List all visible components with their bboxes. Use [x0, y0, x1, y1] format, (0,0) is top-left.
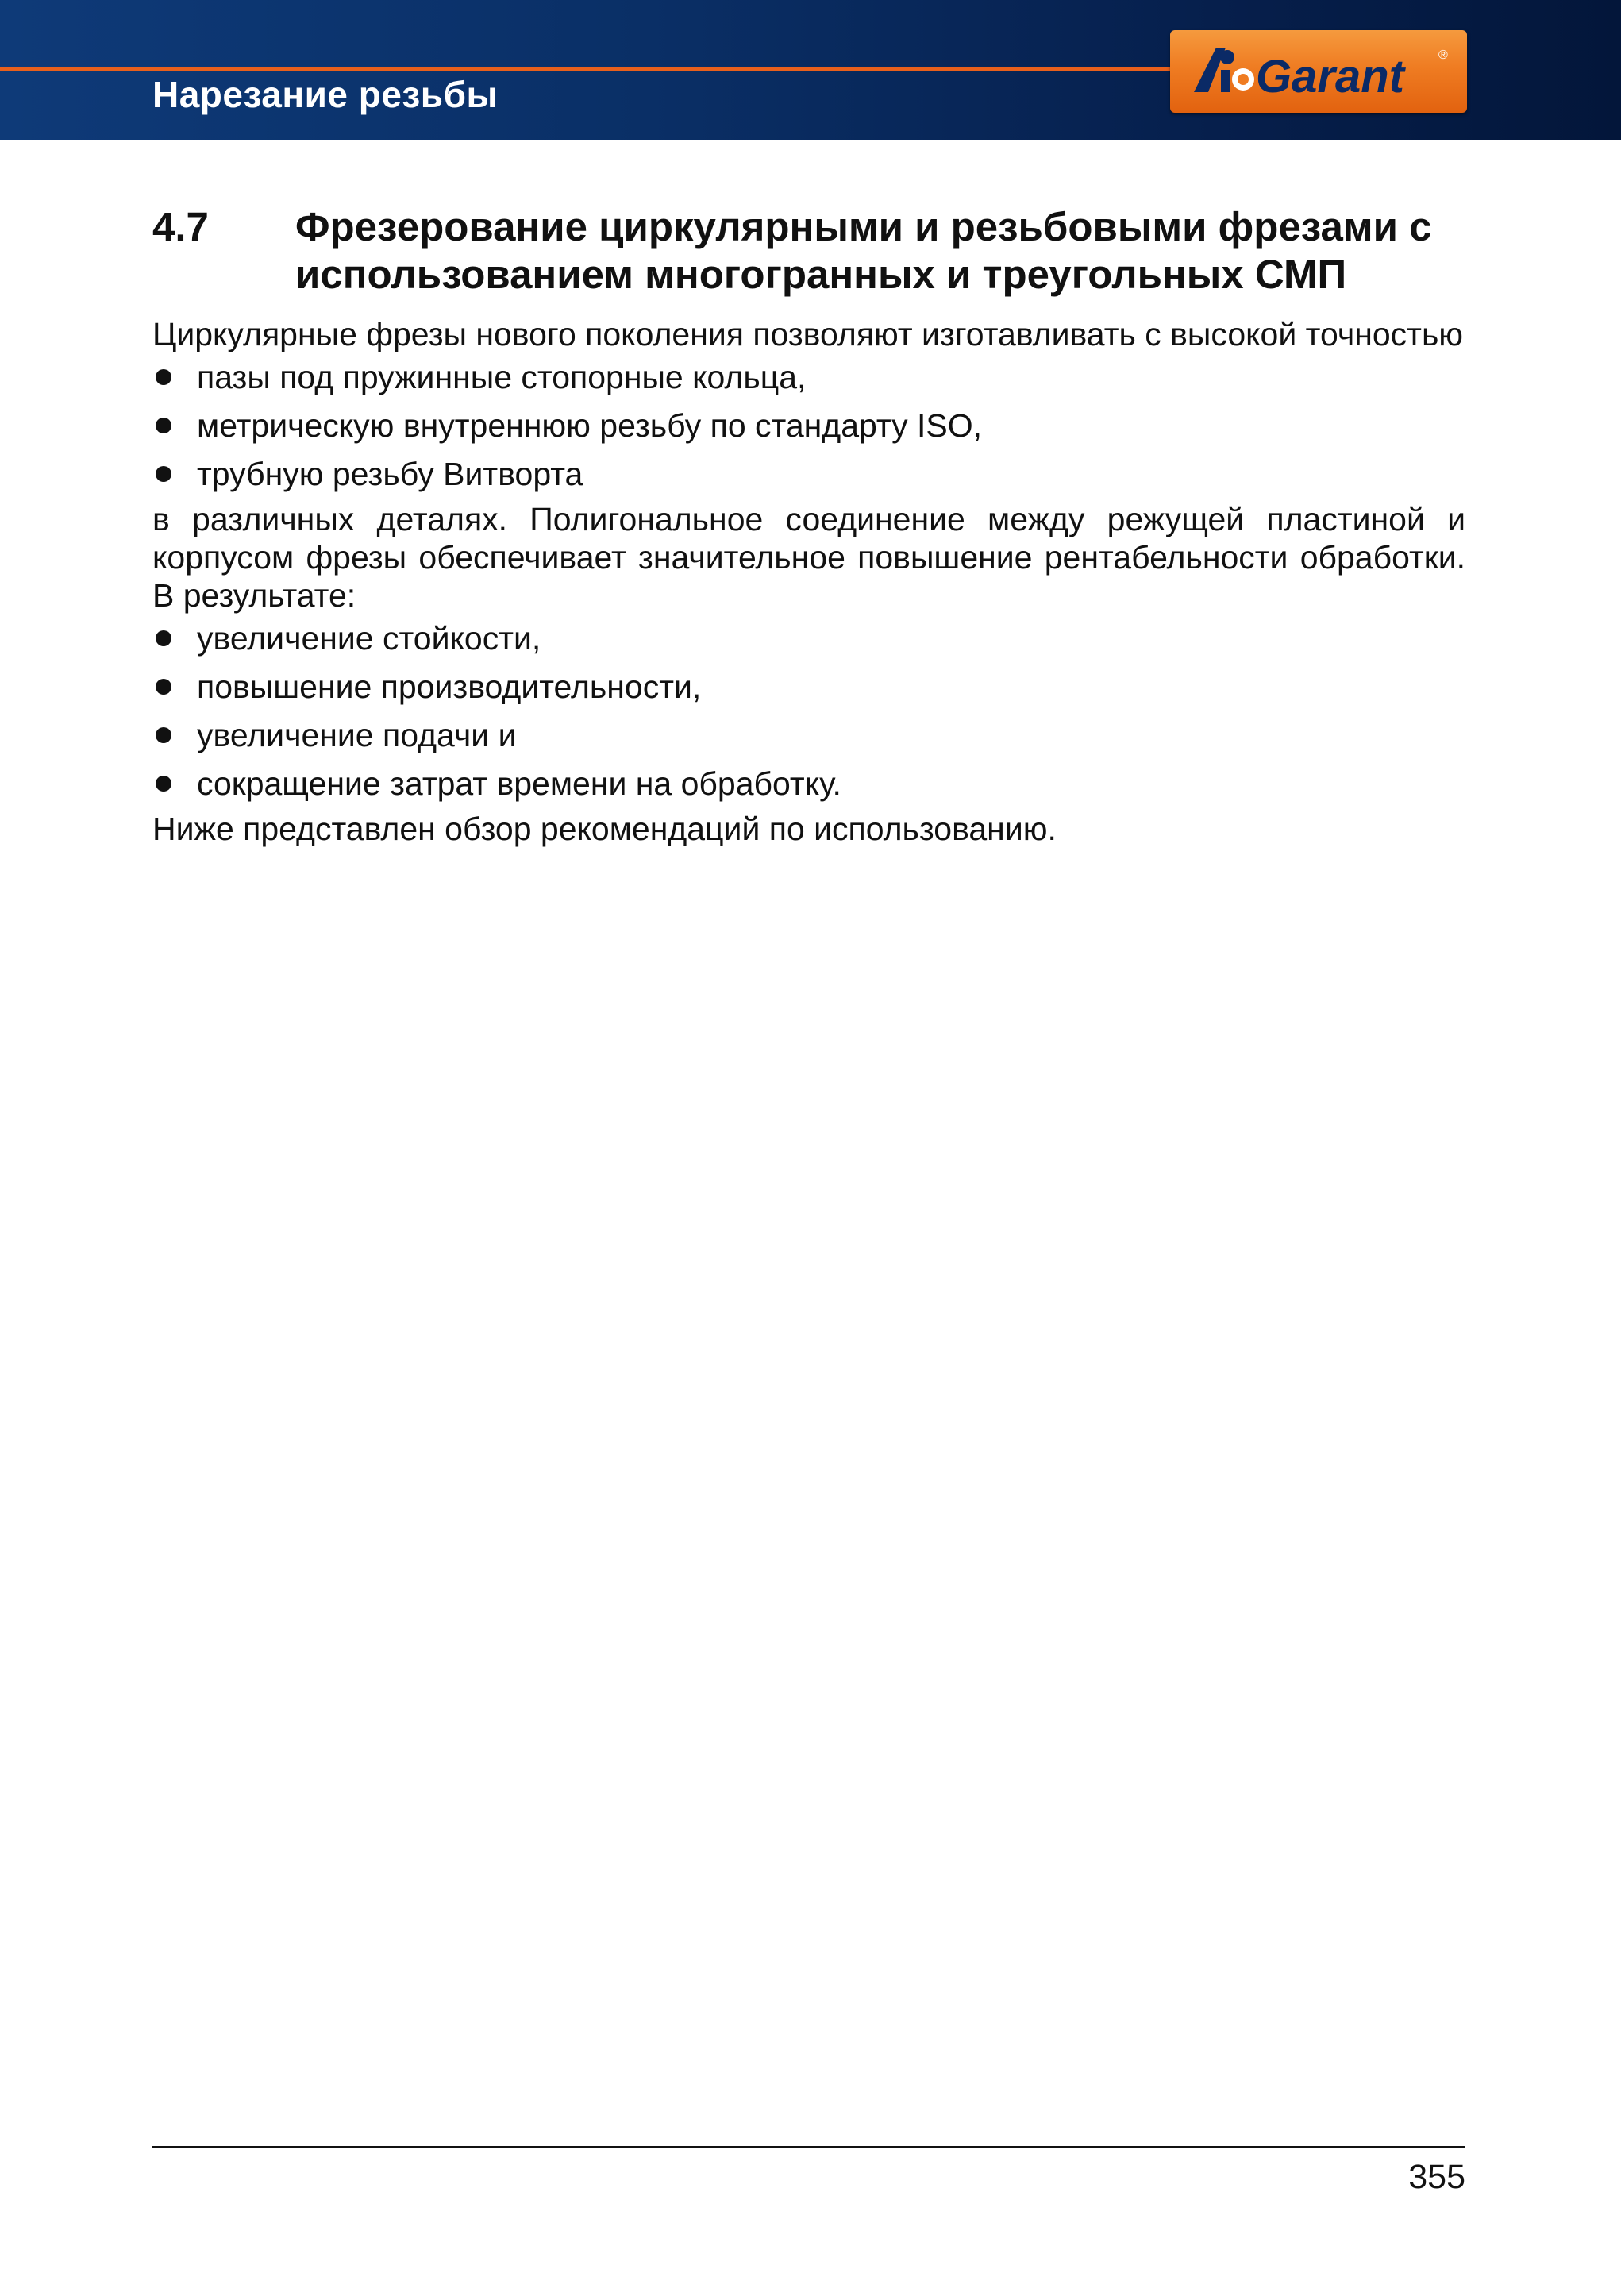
list-item: [152, 716, 1465, 765]
capabilities-list: [152, 358, 1465, 503]
list-item: [152, 668, 1465, 716]
list-item-text: увеличение стойкости,: [197, 620, 541, 657]
bullet-icon: [156, 418, 171, 433]
benefits-list: [152, 619, 1465, 813]
chapter-title: Фрезерование циркулярными и резьбовыми фрезами с использованием многогранных и треугольных СМП: [295, 204, 1432, 297]
body-content: [152, 315, 1465, 848]
page-number: 355: [1408, 2158, 1465, 2196]
bullet-icon: [156, 466, 171, 482]
list-item-text: пазы под пружинные стопорные кольца,: [197, 359, 807, 395]
bullet-icon: [156, 727, 171, 743]
list-item-text: сокращение затрат времени на обработку.: [197, 765, 841, 802]
list-item-text: повышение производительности,: [197, 668, 702, 705]
list-item: [152, 358, 1465, 406]
intro-paragraph: Циркулярные фрезы нового поколения позволяют изготавливать с высокой точностью: [152, 316, 1464, 352]
bullet-icon: [156, 369, 171, 385]
bullet-icon: [156, 679, 171, 695]
list-item: [152, 455, 1465, 503]
garant-logo: [1170, 30, 1467, 113]
list-item: [152, 406, 1465, 455]
bullet-icon: [156, 776, 171, 792]
list-item-text: метрическую внутреннюю резьбу по стандарту ISO,: [197, 407, 983, 444]
footer-rule: [152, 2146, 1465, 2148]
garant-logo-mark: [1170, 30, 1467, 113]
registered-mark: ®: [1438, 48, 1448, 62]
header-accent-line: [0, 67, 1173, 71]
list-item-text: трубную резьбу Витворта: [197, 456, 583, 492]
list-item: [152, 765, 1465, 813]
chapter-number: 4.7: [152, 204, 209, 249]
closing-paragraph: Ниже представлен обзор рекомендаций по использованию.: [152, 811, 1057, 847]
middle-paragraph: в различных деталях. Полигональное соединение между режущей пластиной и корпусом фрезы обеспечивает значительное повышение рентабельности обработки. В результате:: [152, 501, 1465, 614]
bullet-icon: [156, 630, 171, 646]
section-title: Нарезание резьбы: [152, 74, 499, 115]
logo-text: Garant: [1256, 51, 1404, 102]
list-item: [152, 619, 1465, 668]
list-item-text: увеличение подачи и: [197, 717, 517, 753]
